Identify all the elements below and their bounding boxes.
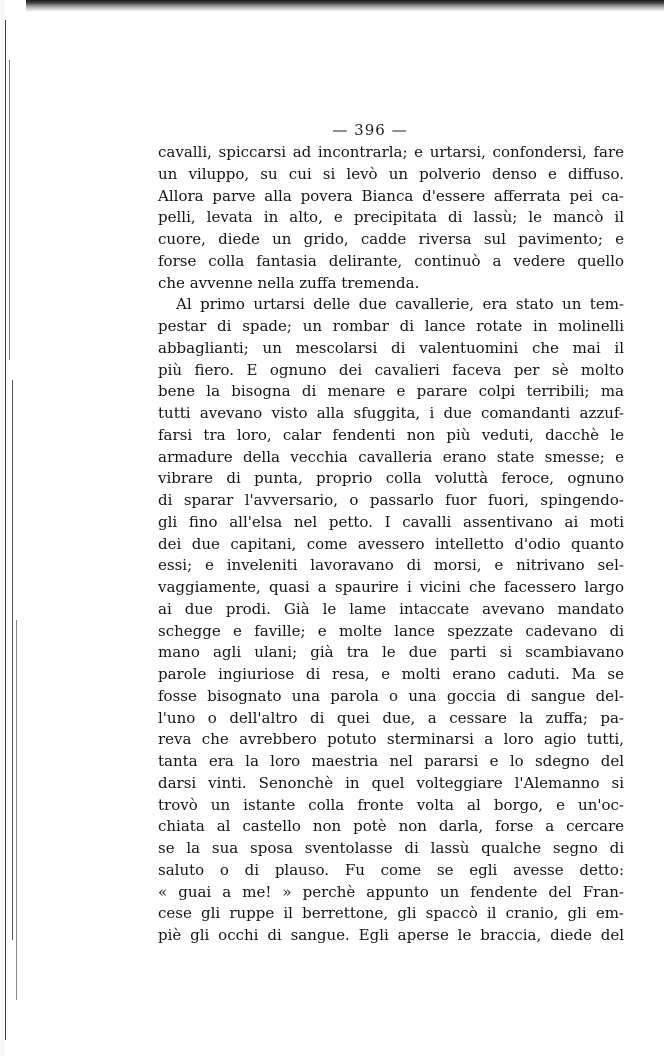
text-line: Allora parve alla povera Bianca d'essere afferrata pei ca- bbox=[158, 186, 624, 205]
text-line: « guai a me! » perchè appunto un fendente del Fran- bbox=[158, 882, 624, 901]
page-number: — 396 — bbox=[332, 121, 408, 139]
text-line: Al primo urtarsi delle due cavallerie, era stato un tem- bbox=[176, 295, 624, 314]
text-line: pestar di spade; un rombar di lance rotate in molinelli bbox=[158, 317, 624, 335]
text-line: se la sua sposa sventolasse di lassù qualche segno di bbox=[158, 839, 624, 857]
text-line: cuore, diede un grido, cadde riversa sul pavimento; e bbox=[158, 230, 624, 248]
body-text bbox=[158, 142, 624, 947]
text-line: trovò un istante colla fronte volta al borgo, e un'oc- bbox=[158, 795, 624, 814]
text-line: dei due capitani, come avessero intelletto d'odio quanto bbox=[158, 534, 624, 553]
text-line: reva che avrebbero potuto sterminarsi a loro agio tutti, bbox=[158, 730, 624, 749]
text-line: bene la bisogna di menare e parare colpi terribili; ma bbox=[158, 382, 624, 401]
text-line: che avvenne nella zuffa tremenda. bbox=[158, 273, 420, 292]
text-line: gli fino all'elsa nel petto. I cavalli assentivano ai moti bbox=[158, 512, 624, 531]
text-line: piè gli occhi di sangue. Egli aperse le braccia, diede del bbox=[158, 926, 624, 944]
text-line: più fiero. E ognuno dei cavalieri faceva per sè molto bbox=[158, 360, 624, 379]
text-line: farsi tra loro, calar fendenti non più veduti, dacchè le bbox=[158, 425, 624, 444]
text-line: mano agli ulani; già tra le due parti si scambiavano bbox=[158, 643, 624, 662]
scan-left-edge bbox=[0, 0, 26, 1056]
text-line: cese gli ruppe il berrettone, gli spaccò il cranio, gli em- bbox=[158, 904, 624, 923]
text-line: vaggiamente, quasi a spaurire i vicini che facessero largo bbox=[158, 578, 624, 596]
text-line: ai due prodi. Già le lame intaccate avevano mandato bbox=[158, 599, 624, 618]
text-line: fosse bisognato una parola o una goccia di sangue del- bbox=[158, 686, 624, 705]
text-line: vibrare di punta, proprio colla voluttà feroce, ognuno bbox=[158, 469, 624, 488]
text-line: tanta era la loro maestria nel pararsi e lo sdegno del bbox=[158, 752, 624, 770]
text-line: di sparar l'avversario, o passarlo fuor fuori, spingendo- bbox=[158, 491, 624, 509]
text-line: abbaglianti; un mescolarsi di valentuomini che mai il bbox=[158, 338, 624, 357]
text-line: darsi vinti. Senonchè in quel volteggiare l'Alemanno si bbox=[158, 773, 624, 792]
text-line: pelli, levata in alto, e precipitata di lassù; le mancò il bbox=[158, 208, 624, 227]
text-line: cavalli, spiccarsi ad incontrarla; e urtarsi, confondersi, fare bbox=[158, 143, 624, 161]
text-line: saluto o di plauso. Fu come se egli avesse detto: bbox=[158, 860, 624, 879]
text-line: l'uno o dell'altro di quei due, a cessare la zuffa; pa- bbox=[158, 708, 624, 727]
text-line: forse colla fantasia delirante, continuò a vedere quello bbox=[158, 251, 624, 270]
text-line: schegge e faville; e molte lance spezzate cadevano di bbox=[158, 621, 624, 640]
text-line: armadure della vecchia cavalleria erano state smesse; e bbox=[158, 447, 624, 466]
text-line: parole ingiuriose di resa, e molti erano caduti. Ma se bbox=[158, 665, 624, 683]
text-line: tutti avevano visto alla sfuggita, i due comandanti azzuf- bbox=[158, 404, 624, 422]
text-line: un viluppo, su cui si levò un polverio denso e diffuso. bbox=[158, 164, 624, 183]
text-line: chiata al castello non potè non darla, forse a cercare bbox=[158, 817, 624, 836]
scan-top-edge bbox=[0, 0, 664, 12]
text-line: essi; e inveleniti lavoravano di morsi, e nitrivano sel- bbox=[158, 556, 624, 575]
